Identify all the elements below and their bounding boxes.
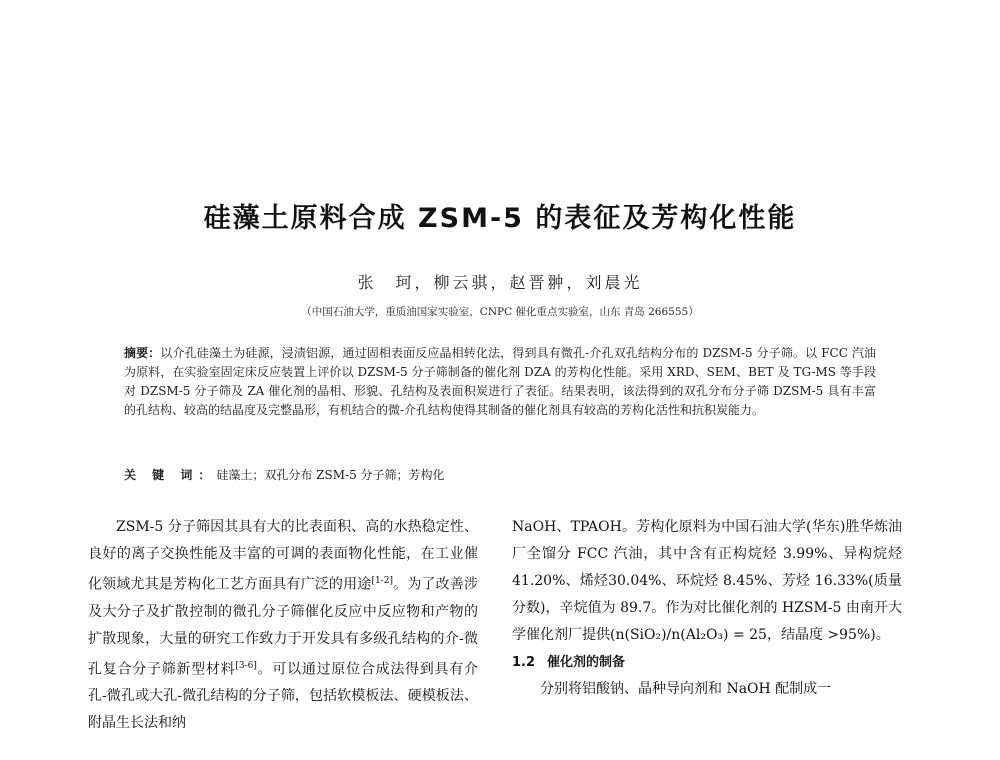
preparation-paragraph: 分别将铝酸钠、晶种导向剂和 NaOH 配制成一 [540, 681, 832, 697]
materials-paragraph: NaOH、TPAOH。芳构化原料为中国石油大学(华东)胜华炼油厂全馏分 FCC 汽油，其中含有正构烷烃 3.99%、异构烷烃 41.20%、烯烃30.04%、环烷烃 8.45%、芳烃 16.33%(质量分数)，辛烷值为 89.7。作为对比催化剂的 HZSM-5 由南开大学催化剂厂提供(n(SiO₂)/n(Al₂O₃) = 25，结晶度 >95%)。 [512, 519, 902, 643]
section-title: 催化剂的制备 [547, 655, 626, 670]
intro-text-part-2: 。为了改善涉及大分子及扩散控制的微孔分子筛催化反应中反应物和产物的扩散现象，大量的研究工作致力于开发具有多级孔结构的介-微孔复合分子筛新型材料 [88, 576, 479, 678]
citation-ref: [1-2] [371, 576, 393, 586]
abstract [124, 344, 876, 420]
keywords-text: 硅藻土；双孔分布 ZSM-5 分子筛；芳构化 [216, 468, 445, 482]
section-heading [512, 649, 902, 676]
keywords [124, 466, 876, 485]
section-number: 1.2 [512, 655, 536, 670]
keywords-label: 关 键 词： [124, 468, 217, 482]
author-list: 张 珂，柳云骐，赵晋翀，刘晨光 [357, 273, 643, 292]
paper-title: 硅藻土原料合成 ZSM-5 的表征及芳构化性能 [203, 203, 797, 234]
affiliation: （中国石油大学，重质油国家实验室，CNPC 催化重点实验室，山东 青岛 266555） [301, 306, 699, 318]
citation-ref: [3-6] [235, 660, 257, 671]
body-column-left [88, 514, 478, 737]
intro-text-part-3: 。可以通过原位合成法得到具有介孔-微孔或大孔-微孔结构的分子筛，包括软模板法、硬模板法、附晶生长法和纳 [88, 661, 479, 732]
abstract-text: 以介孔硅藻土为硅源，浸渍铝源，通过固相表面反应晶相转化法，得到具有微孔-介孔双孔结构分布的 DZSM-5 分子筛。以 FCC 汽油为原料，在实验室固定床反应装置上评价以 DZSM-5 分子筛制备的催化剂 DZA 的芳构化性能。采用 XRD、SEM、BET 及 TG-MS 等手段对 DZSM-5 分子筛及 ZA 催化剂的晶相、形貌、孔结构及表面积炭进行了表征。结果表明，该法得到的双孔分布分子筛 DZSM-5 具有丰富的孔结构、较高的结晶度及完整晶形，有机结合的微-介孔结构使得其制备的催化剂具有较高的芳构化活性和抗积炭能力。 [124, 346, 876, 417]
abstract-label: 摘要： [124, 346, 161, 360]
intro-text-part-1: ZSM-5 分子筛因其具有大的比表面积、高的水热稳定性、良好的离子交换性能及丰富的可调的表面物化性能，在工业催化领域尤其是芳构化工艺方面具有广泛的用途 [88, 519, 478, 593]
intro-paragraph [88, 514, 478, 737]
body-column-right [512, 514, 902, 703]
